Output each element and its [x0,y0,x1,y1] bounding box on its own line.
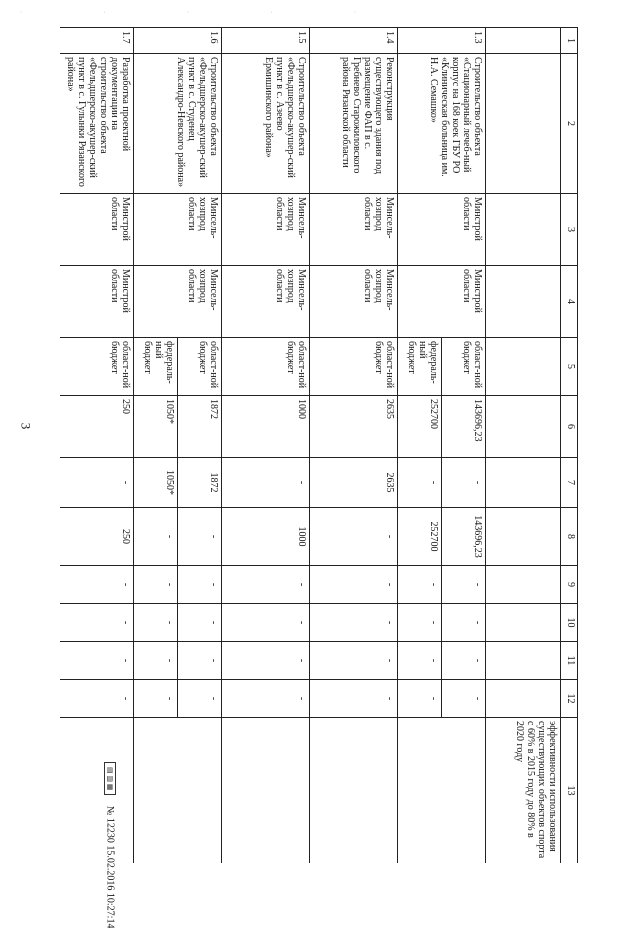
header-cell: 3 [561,194,578,266]
indicator-cell [310,718,398,864]
amount-cell: - [178,680,222,718]
amount-cell: - [60,566,134,604]
customer: Минсель-хозпрод области [134,266,222,338]
responsible-executor: Минсель-хозпрод области [310,194,398,266]
registration-text: № 12230 15.02.2016 10:27:14 [104,805,116,928]
amount-cell: - [310,680,398,718]
amount-cell: 1000 [222,508,310,566]
amount-cell: - [222,566,310,604]
amount-cell: 143696,23 [442,508,486,566]
header-cell: 6 [561,396,578,458]
amount-cell: 250 [60,508,134,566]
amount-cell: 1872 [178,458,222,508]
amount-cell: - [60,604,134,642]
responsible-executor: Минстрой области [60,194,134,266]
amount-cell: - [178,604,222,642]
amount-cell: - [178,508,222,566]
funding-source: федераль-ный бюджет [134,338,178,396]
amount-cell: - [134,508,178,566]
customer: Минстрой области [398,266,486,338]
amount-cell: - [60,458,134,508]
responsible-executor: Минстрой области [398,194,486,266]
funding-source: федераль-ный бюджет [398,338,442,396]
customer: Минсель-хозпрод области [222,266,310,338]
amount-cell: - [134,642,178,680]
amount-cell: 250 [60,396,134,458]
header-cell: 13 [561,718,578,864]
customer: Минсель-хозпрод области [310,266,398,338]
table-row [222,28,310,864]
header-cell: 2 [561,54,578,194]
row-number: 1.4 [310,28,398,54]
funding-source: област-ной бюджет [442,338,486,396]
funding-source: област-ной бюджет [310,338,398,396]
amount-cell: 1050* [134,396,178,458]
amount-cell: - [398,566,442,604]
header-cell: 4 [561,266,578,338]
amount-cell: - [222,680,310,718]
amount-cell: - [398,604,442,642]
amount-cell: - [398,458,442,508]
row-number: 1.5 [222,28,310,54]
indicator-cell [398,718,486,864]
customer: Минстрой области [60,266,134,338]
responsible-executor: Минсель-хозпрод области [134,194,222,266]
amount-cell: - [398,680,442,718]
row-number: 1.3 [398,28,486,54]
amount-cell: 1000 [222,396,310,458]
amount-cell: 1872 [178,396,222,458]
amount-cell: 2635 [310,458,398,508]
amount-cell: - [134,604,178,642]
col13-text: эффективности использования существующих объектов спорта с 60% в 2015 году до 80% в 2020 году [486,718,561,864]
indicator-cell [222,718,310,864]
header-cell: 12 [561,680,578,718]
object-name: Строительство объекта «Фельдшерско-акушер-ский пункт в с. Азеево Ермишинского района» [222,54,310,194]
amount-cell: - [310,508,398,566]
object-name: Строительство объекта «Фельдшерско-акушер-ский пункт в с. Студенец Александро-Невского района» [134,54,222,194]
indicator-cell [134,718,222,864]
amount-cell: - [442,680,486,718]
funding-source: област-ной бюджет [222,338,310,396]
amount-cell: 143696,23 [442,396,486,458]
indicator-cell [60,718,134,864]
header-cell: 1 [561,28,578,54]
table-row [60,28,134,864]
amount-cell: - [134,680,178,718]
table-row [310,28,398,864]
amount-cell: - [442,604,486,642]
table-row [442,28,486,864]
amount-cell: - [60,642,134,680]
stamp-logo: ▤ ▥ ▦ [104,762,116,795]
amount-cell: 252700 [398,396,442,458]
amount-cell: - [222,458,310,508]
header-cell: 10 [561,604,578,642]
row-number: 1.7 [60,28,134,54]
header-cell: 7 [561,458,578,508]
funding-source: област-ной бюджет [178,338,222,396]
header-cell: 5 [561,338,578,396]
amount-cell: 2635 [310,396,398,458]
program-table [60,27,578,863]
continuation-row [486,28,561,864]
amount-cell: - [178,642,222,680]
amount-cell: - [222,642,310,680]
amount-cell: - [134,566,178,604]
amount-cell: - [310,566,398,604]
amount-cell: - [60,680,134,718]
amount-cell: - [178,566,222,604]
row-number: 1.6 [134,28,222,54]
amount-cell: 1050* [134,458,178,508]
responsible-executor: Минсель-хозпрод области [222,194,310,266]
amount-cell: - [398,642,442,680]
amount-cell: - [442,566,486,604]
scan-artifacts: · · · · · [20,10,396,16]
amount-cell: - [310,604,398,642]
amount-cell: - [222,604,310,642]
header-cell: 8 [561,508,578,566]
amount-cell: - [310,642,398,680]
page-number: 3 [18,422,34,430]
header-row [561,28,578,864]
object-name: Разработка проектной документации на строительство объекта «Фельдшерско-акушер-ский пункт в с. Гулынки Рязанского района» [60,54,134,194]
amount-cell: - [442,458,486,508]
registration-footer [104,762,116,928]
funding-source: област-ной бюджет [60,338,134,396]
amount-cell: - [442,642,486,680]
header-cell: 9 [561,566,578,604]
header-cell: 11 [561,642,578,680]
object-name: Реконструкция существующего здания под размещение ФАП в с. Гребнево Старожиловского района Рязанской области [310,54,398,194]
amount-cell: 252700 [398,508,442,566]
table-row [178,28,222,864]
document-table-area [60,27,578,863]
object-name: Строительство объекта «Стационарный лечеб-ный корпус на 168 коек ГБУ РО «Клиническая больница им. Н.А. Семашко» [398,54,486,194]
